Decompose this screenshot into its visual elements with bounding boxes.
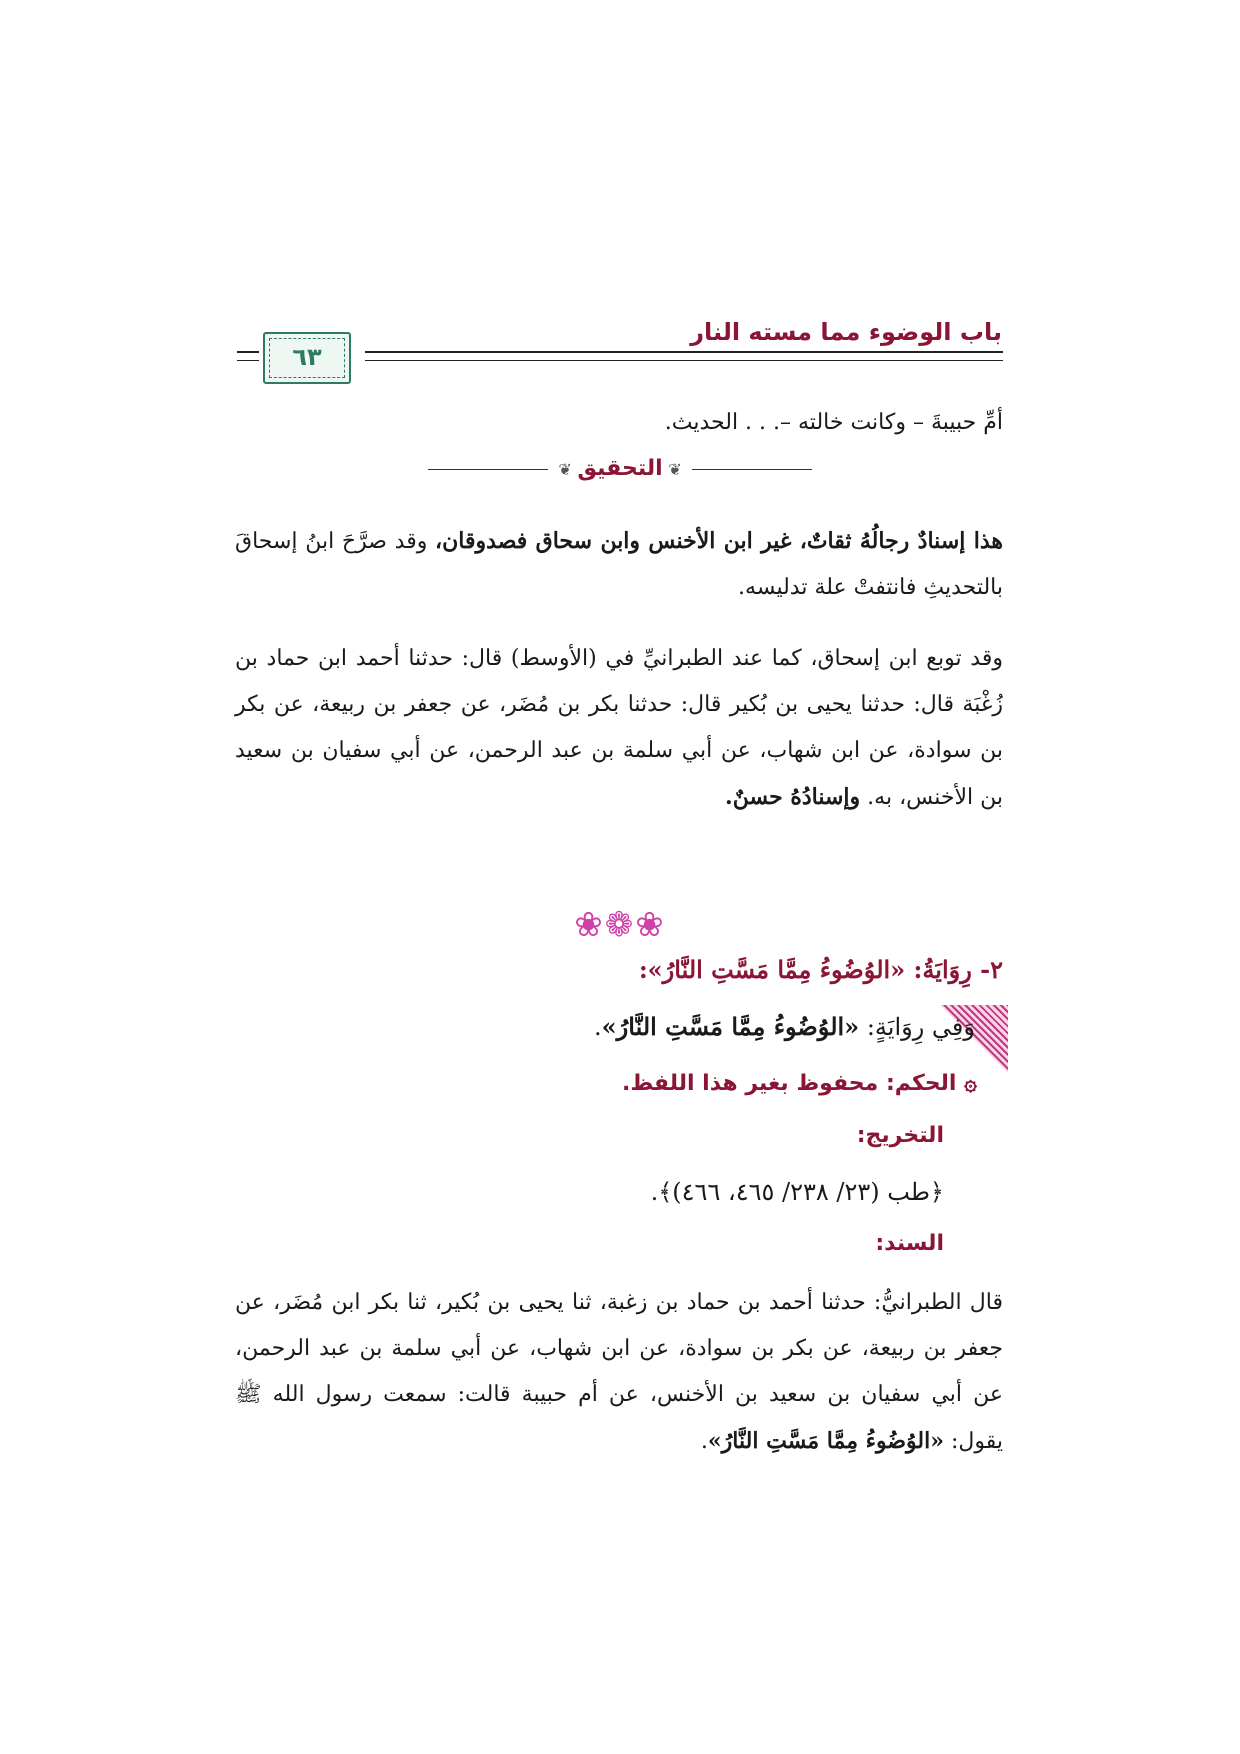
page-number-frame bbox=[263, 332, 351, 384]
tahqiq-p2-bold: وإسنادُهُ حسنٌ. bbox=[725, 784, 861, 810]
hukm-label: ۞ الحكم: bbox=[878, 1071, 977, 1096]
page-number: ٦٣ bbox=[292, 343, 322, 371]
floral-divider-icon: ❀❁❀ bbox=[574, 905, 666, 945]
header-rule-left bbox=[237, 351, 259, 353]
separator-line-right bbox=[692, 469, 812, 470]
riwaya-prefix: وَفِي رِوَايَةٍ: bbox=[859, 1013, 975, 1041]
tahqiq-paragraph-2 bbox=[235, 636, 1003, 821]
sanad-bold: «الوُضُوءُ مِمَّا مَسَّتِ النَّارُ» bbox=[707, 1428, 944, 1454]
riwaya-bold: «الوُضُوءُ مِمَّا مَسَّتِ النَّارُ» bbox=[601, 1012, 860, 1041]
tahqiq-paragraph-1 bbox=[235, 518, 1003, 611]
intro-line bbox=[235, 400, 1003, 446]
takhrij-reference: ﴿طب (٢٣/ ٢٣٨/ ٤٦٥، ٤٦٦)﴾. bbox=[650, 1178, 944, 1206]
tahqiq-p2-text: وقد توبع ابن إسحاق، كما عند الطبرانيِّ في (الأوسط) قال: حدثنا أحمد ابن حماد بن زُغْبَة قال: حدثنا يحيى بن بُكير قال: حدثنا بكر بن مُضَر، عن جعفر بن ربيعة، عن بكر بن سوادة، عن ابن شهاب، عن أبي سلمة بن عبد الرحمن، عن أبي سفيان بن سعيد بن الأخنس، به. bbox=[235, 646, 1003, 810]
ornament-icon: ❦ bbox=[558, 460, 578, 479]
tahqiq-p1-rest: وقد صرَّحَ ابنُ إسحاقَ بالتحديثِ فانتفتْ علة تدليسه. bbox=[235, 529, 1003, 600]
section-2-heading: ٢- رِوَايَةُ: «الوُضُوءُ مِمَّا مَسَّتِ النَّارُ»: bbox=[638, 955, 1003, 984]
intro-text: أمِّ حبيبةَ – وكانت خالته –. . . الحديث. bbox=[664, 410, 1003, 435]
riwaya-line bbox=[594, 1012, 975, 1041]
sanad-end: . bbox=[700, 1429, 708, 1454]
sanad-paragraph bbox=[235, 1280, 1003, 1465]
hukm-line bbox=[622, 1071, 977, 1096]
chapter-title: باب الوضوء مما مسته النار bbox=[690, 318, 1002, 346]
ornament-icon: ❦ bbox=[662, 460, 682, 479]
header-rule-left-lower bbox=[237, 360, 259, 361]
hukm-value: محفوظ بغير هذا اللفظ. bbox=[621, 1071, 879, 1096]
riwaya-suffix: . bbox=[594, 1013, 602, 1041]
tahqiq-separator bbox=[0, 456, 1240, 481]
tahqiq-heading: التحقيق bbox=[577, 456, 663, 481]
separator-line-left bbox=[428, 469, 548, 470]
tahqiq-p1-bold: هذا إسنادٌ رجالُهُ ثقاتٌ، غير ابن الأخنس وابن سحاق فصدوقان، bbox=[435, 528, 1003, 554]
sanad-label: السند: bbox=[875, 1231, 944, 1256]
header-rule-right bbox=[365, 351, 1003, 353]
takhrij-label: التخريج: bbox=[856, 1123, 944, 1148]
header-rule-right-lower bbox=[365, 360, 1003, 361]
sanad-text: قال الطبرانيُّ: حدثنا أحمد بن حماد بن زغبة، ثنا يحيى بن بُكير، ثنا بكر ابن مُضَر، عن جعفر بن ربيعة، عن بكر بن سوادة، عن ابن شهاب، عن أبي سلمة بن عبد الرحمن، عن أبي سفيان بن سعيد بن الأخنس، عن أم حبيبة قالت: سمعت رسول الله ﷺ يقول: bbox=[235, 1290, 1004, 1454]
